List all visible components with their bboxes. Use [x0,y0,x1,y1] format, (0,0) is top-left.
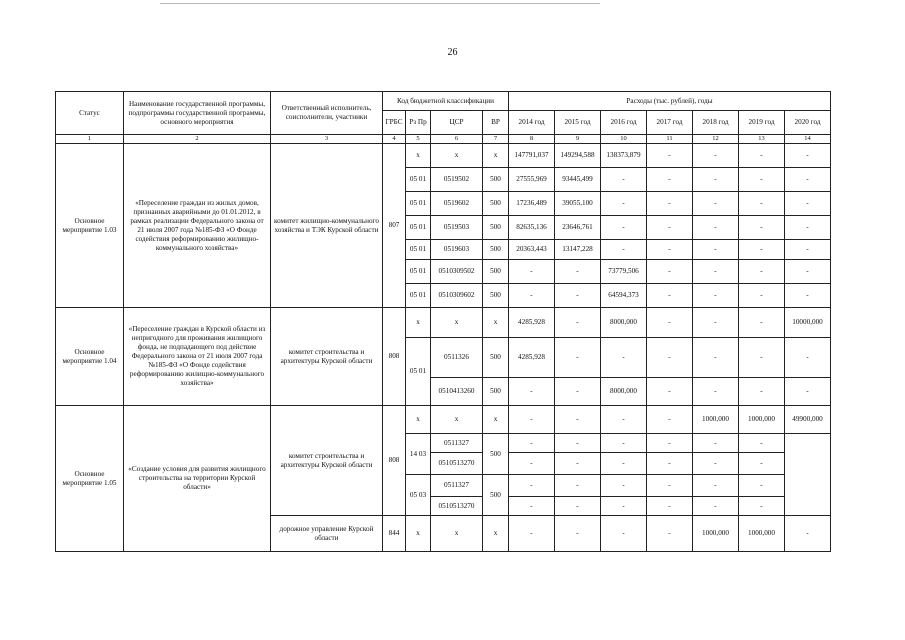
value-cell: - [555,497,601,516]
value-cell: - [555,434,601,453]
value-cell: - [693,216,739,240]
header-year: 2020 год [785,111,831,135]
value-cell: - [693,475,739,497]
vr-cell: x [483,144,509,168]
measure-name-cell: «Переселение граждан в Курской области из непригодного для проживания жилищного фонда, не подпадающего под действие Федерального закона от 21 июля 2007 года №185-ФЗ «О Фонде содействия реформированию жилищно-коммунального хозяйства» [124,308,271,406]
col-number: 2 [124,135,271,144]
header-executor: Ответственный исполнитель, соисполнители, участники [271,92,383,135]
csr-cell: 0511326 [431,338,483,378]
value-cell: - [693,308,739,338]
value-cell: 1000,000 [693,516,739,552]
header-rzpr: Рз Пр [406,111,431,135]
value-cell: - [739,497,785,516]
value-cell: 20363,443 [509,240,555,260]
value-cell: 13147,228 [555,240,601,260]
value-cell: - [647,240,693,260]
value-cell: 8000,000 [601,308,647,338]
executor-cell: дорожное управление Курской области [271,516,383,552]
value-cell: - [785,260,831,284]
value-cell: - [693,192,739,216]
value-cell: - [785,168,831,192]
header-year: 2016 год [601,111,647,135]
value-cell: - [555,284,601,308]
grbs-cell: 844 [383,516,406,552]
vr-cell: 500 [483,240,509,260]
value-cell: - [739,453,785,475]
value-cell: - [601,338,647,378]
value-cell: - [647,475,693,497]
value-cell: - [693,378,739,406]
csr-cell: 0519502 [431,168,483,192]
rzpr-cell: 05 01 [406,284,431,308]
value-cell: 4285,928 [509,338,555,378]
grbs-cell: 808 [383,308,406,406]
value-cell: - [647,308,693,338]
csr-cell: 0519602 [431,192,483,216]
value-cell: - [555,453,601,475]
header-year: 2018 год [693,111,739,135]
csr-cell: 0510513270 [431,453,483,475]
value-cell: - [647,216,693,240]
value-cell: 1000,000 [739,406,785,434]
value-cell: - [647,284,693,308]
budget-table-container [55,91,831,552]
vr-cell: 500 [483,192,509,216]
value-cell: - [647,338,693,378]
value-cell: 49900,000 [785,406,831,434]
value-cell: - [509,516,555,552]
value-cell: - [509,497,555,516]
value-cell: - [555,406,601,434]
value-cell: - [785,216,831,240]
value-cell: - [555,308,601,338]
value-cell: 149294,588 [555,144,601,168]
csr-cell: x [431,406,483,434]
vr-cell: 500 [483,475,509,516]
value-cell: - [693,240,739,260]
value-cell: - [601,516,647,552]
col-number: 8 [509,135,555,144]
rzpr-cell: x [406,308,431,338]
value-cell: - [647,516,693,552]
col-number: 13 [739,135,785,144]
value-cell: 64594,373 [601,284,647,308]
value-cell: - [739,240,785,260]
value-cell: 17236,489 [509,192,555,216]
value-cell: - [693,434,739,453]
rzpr-cell: 14 03 [406,434,431,475]
value-cell: - [739,216,785,240]
vr-cell: 500 [483,168,509,192]
col-number: 10 [601,135,647,144]
grbs-cell: 807 [383,144,406,308]
csr-cell: 0510309502 [431,260,483,284]
header-year: 2019 год [739,111,785,135]
csr-cell: 0511327 [431,475,483,497]
executor-cell: комитет строительства и архитектуры Курской области [271,406,383,516]
value-cell: 93445,499 [555,168,601,192]
header-grbs: ГРБС [383,111,406,135]
value-cell: - [601,192,647,216]
rzpr-cell: 05 03 [406,475,431,516]
value-cell: - [509,260,555,284]
value-cell: 4285,928 [509,308,555,338]
vr-cell: 500 [483,216,509,240]
value-cell: - [647,497,693,516]
value-cell: 73779,506 [601,260,647,284]
csr-cell: 0511327 [431,434,483,453]
header-name: Наименование государственной программы, подпрограммы государственной программы, основного мероприятия [124,92,271,135]
value-cell: - [601,475,647,497]
grbs-cell: 808 [383,406,406,516]
csr-cell: 0510413260 [431,378,483,406]
value-cell: 8000,000 [601,378,647,406]
rzpr-cell: x [406,144,431,168]
csr-cell: x [431,516,483,552]
col-number: 3 [271,135,383,144]
vr-cell: 500 [483,378,509,406]
value-cell: - [509,475,555,497]
rzpr-cell: 05 01 [406,192,431,216]
value-cell: - [601,453,647,475]
value-cell: 1000,000 [693,406,739,434]
value-cell: - [601,497,647,516]
value-cell: - [647,144,693,168]
rzpr-cell: x [406,406,431,434]
header-csr: ЦСР [431,111,483,135]
value-cell: - [739,434,785,453]
col-number: 14 [785,135,831,144]
executor-cell: комитет жилищно-коммунального хозяйства и ТЭК Курской области [271,144,383,308]
value-cell: - [693,338,739,378]
value-cell: 1000,000 [739,516,785,552]
value-cell: - [785,284,831,308]
csr-cell: x [431,308,483,338]
value-cell: - [601,168,647,192]
value-cell: - [647,260,693,284]
value-cell: - [739,284,785,308]
value-cell: - [739,168,785,192]
value-cell: 147791,037 [509,144,555,168]
value-cell: - [693,453,739,475]
value-cell: - [785,338,831,378]
vr-cell: x [483,406,509,434]
value-cell: - [647,378,693,406]
value-cell: - [555,475,601,497]
value-cell: - [693,144,739,168]
empty-cell [785,434,831,516]
value-cell: - [601,434,647,453]
rzpr-cell: 05 01 [406,260,431,284]
value-cell: - [647,168,693,192]
value-cell: - [693,260,739,284]
value-cell: 82635,136 [509,216,555,240]
measure-name-cell: «Создание условия для развития жилищного строительства на территории Курской области» [124,406,271,552]
value-cell: - [509,284,555,308]
rzpr-cell: 05 01 [406,240,431,260]
value-cell: - [785,516,831,552]
vr-cell: 500 [483,338,509,378]
rzpr-cell: 05 01 [406,168,431,192]
header-year: 2017 год [647,111,693,135]
scan-artifact [160,3,600,4]
col-number: 12 [693,135,739,144]
value-cell: - [647,406,693,434]
value-cell: - [693,284,739,308]
value-cell: - [601,240,647,260]
status-cell: Основное мероприятие 1.03 [56,144,124,308]
rzpr-cell: 05 01 [406,216,431,240]
value-cell: - [739,144,785,168]
col-number: 9 [555,135,601,144]
status-cell: Основное мероприятие 1.04 [56,308,124,406]
vr-cell: x [483,308,509,338]
value-cell: - [739,378,785,406]
page-number: 26 [447,47,458,58]
value-cell: - [785,192,831,216]
status-cell: Основное мероприятие 1.05 [56,406,124,552]
value-cell: - [693,497,739,516]
value-cell: - [509,434,555,453]
value-cell: - [647,192,693,216]
value-cell: - [555,516,601,552]
value-cell: - [739,260,785,284]
value-cell: 39055,100 [555,192,601,216]
header-year: 2015 год [555,111,601,135]
vr-cell: x [483,516,509,552]
csr-cell: 0510513270 [431,497,483,516]
measure-name-cell: «Переселение граждан из жилых домов, признанных аварийными до 01.01.2012, в рамках реализации Федерального закона от 21 июля 2007 года №185-ФЗ «О Фонде содействия реформированию жилищно-коммунального хозяйства» [124,144,271,308]
budget-table [55,91,831,552]
value-cell: - [785,378,831,406]
csr-cell: 0519603 [431,240,483,260]
value-cell: - [647,434,693,453]
value-cell: - [509,378,555,406]
value-cell: - [555,378,601,406]
rzpr-cell: x [406,516,431,552]
rzpr-cell: 05 01 [406,338,431,406]
value-cell: - [647,453,693,475]
csr-cell: 0510309602 [431,284,483,308]
csr-cell: 0519503 [431,216,483,240]
vr-cell: 500 [483,284,509,308]
col-number: 6 [431,135,483,144]
header-expenses: Расходы (тыс. рублей), годы [509,92,831,111]
vr-cell: 500 [483,260,509,284]
header-budget-code: Код бюджетной классификации [383,92,509,111]
value-cell: - [739,475,785,497]
value-cell: - [785,240,831,260]
value-cell: - [739,308,785,338]
value-cell: - [785,144,831,168]
col-number: 4 [383,135,406,144]
value-cell: - [509,453,555,475]
header-status: Статус [56,92,124,135]
value-cell: - [601,406,647,434]
value-cell: 138373,879 [601,144,647,168]
value-cell: - [601,216,647,240]
vr-cell: 500 [483,434,509,475]
executor-cell: комитет строительства и архитектуры Курской области [271,308,383,406]
value-cell: - [739,192,785,216]
value-cell: 23646,761 [555,216,601,240]
header-vr: ВР [483,111,509,135]
col-number: 1 [56,135,124,144]
col-number: 5 [406,135,431,144]
value-cell: - [509,406,555,434]
header-year: 2014 год [509,111,555,135]
col-number: 11 [647,135,693,144]
value-cell: 27555,969 [509,168,555,192]
value-cell: - [555,338,601,378]
value-cell: - [555,260,601,284]
col-number: 7 [483,135,509,144]
value-cell: 10000,000 [785,308,831,338]
value-cell: - [693,168,739,192]
value-cell: - [739,338,785,378]
csr-cell: x [431,144,483,168]
